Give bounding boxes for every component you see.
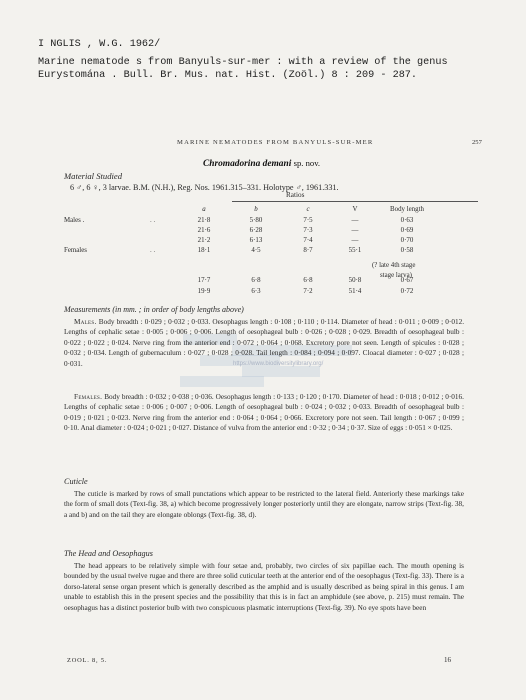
cuticle-heading: Cuticle: [64, 477, 88, 486]
citation-line-1: I NGLIS , W.G. 1962/: [38, 39, 161, 50]
watermark: https://www.biodiversitylibrary.org/: [233, 361, 324, 367]
males-text: Body breadth : 0·029 ; 0·032 ; 0·033. Oesophagus length : 0·108 ; 0·110 ; 0·114. Diameter of head : 0·011 ; 0·009 ; 0·012. Lengths of cephalic setae : 0·005 ; 0·006 ; 0·006. Length of oesophageal bulb : 0·026 ; 0·028 ; 0·029. Breadth of oesophageal bulb : 0·022 ; 0·022 ; 0·024. Nerve ring from the anterior end : 0·072 ; 0·064 ; 0·068. Excretory pore not seen. Length of spicules : 0·028 ; 0·032 ; 0·034. Length of gubernaculum : 0·027 ; 0·028 ; 0·028. Tail length : 0·084 ; 0·094 ; 0·097. Cloacal diameter : 0·027 ; 0·028 ; 0·031.: [64, 318, 465, 368]
col-c: c: [306, 206, 310, 213]
col-b: b: [254, 206, 258, 213]
table-row: 21·2 6·13 7·4 — 0·70: [197, 236, 414, 244]
footer-right: 16: [444, 656, 451, 664]
col-body-length: Body length: [390, 206, 424, 213]
head-heading: The Head and Oesophagus: [64, 549, 153, 558]
measurements-heading: Measurements (in mm. ; in order of body lengths above): [64, 305, 244, 314]
table-row: Females . . 18·1 4·5 8·7 55·1 0·58: [64, 247, 414, 255]
species-suffix: sp. nov.: [293, 158, 321, 168]
table-row: 17·7 6·8 6·8 50·8 0·67: [197, 277, 414, 285]
ratios-header-row: [64, 204, 438, 215]
ratios-title: Ratios: [286, 191, 305, 199]
larva-note-2: stage larva): [380, 272, 412, 279]
footer-left: ZOOL. 8, 5.: [67, 657, 108, 664]
ratios-table: [64, 204, 438, 296]
species-name: Chromadorina demani: [203, 159, 292, 169]
females-text: Body breadth : 0·032 ; 0·038 ; 0·036. Oesophagus length : 0·133 ; 0·120 ; 0·170. Diameter of head : 0·018 ; 0·012 ; 0·016. Lengths of cephalic setae : 0·006 ; 0·007 ; 0·006. Length of oesophageal bulb : 0·024 ; 0·032 ; 0·033. Breadth of oesophageal bulb : 0·019 ; 0·021 ; 0·023. Nerve ring from the anterior end : 0·064 ; 0·064 ; 0·066. Excretory pore not seen. Tail length : 0·067 ; 0·099 ; 0·10. Anal diameter : 0·024 ; 0·021 ; 0·027. Distance of vulva from the anterior end : 0·32 ; 0·34 ; 0·37. Size of eggs : 0·051 × 0·025.: [64, 393, 464, 433]
table-row: 21·6 6·28 7·3 — 0·69: [197, 226, 414, 234]
table-row: Males . . . 21·8 5·80 7·5 — 0·63: [64, 216, 414, 224]
males-label: Males.: [74, 318, 97, 326]
head-paragraph: The head appears to be relatively simple with four setae and, probably, two circles of six papillae each. The mouth opening is bounded by the usual twelve rugae and there are three solid cuticular teeth at the anterior end of the oesophagus (Text-fig. 33). There is a dorso-lateral sense organ present which is generally described as the amphid and is usually described as being spiral in this genus. I am unable to establish this in the present species and the possibility that this is in fact an amphidule (see above, p. 215) must remain. The oesophagus has a distinct posterior bulb with two conspicuous plasmatic interruptions (Text-fig. 39). No eye spots have been: [64, 562, 464, 612]
females-paragraph: [64, 392, 464, 434]
larva-note-1: (? late 4th stage: [372, 262, 416, 269]
col-a: a: [202, 206, 206, 213]
ratios-rule: [232, 201, 478, 202]
table-row: 19·9 6·3 7·2 51·4 0·72: [197, 287, 414, 295]
page-number: 257: [472, 139, 482, 146]
species-title: [203, 158, 320, 169]
running-header: MARINE NEMATODES FROM BANYULS-SUR-MER: [177, 139, 374, 146]
females-label: Females.: [74, 393, 103, 401]
material-heading: Material Studied: [64, 171, 122, 181]
cuticle-paragraph: The cuticle is marked by rows of small punctations which appear to be restricted to the lateral field. Anteriorly these markings take the form of small dots (Text-fig. 38, a) which become progressively longer posteriorly until they are elongate, narrow strips (Text-fig. 38, a and b) and on the tail they are elongate oblongs (Text-fig. 38, d).: [64, 490, 464, 519]
col-v: V: [352, 206, 358, 213]
material-line: 6 ♂, 6 ♀, 3 larvae. B.M. (N.H.), Reg. Nos. 1961.315–331. Holotype ♂, 1961.331.: [70, 183, 339, 192]
citation-line-3: Eurystomána . Bull. Br. Mus. nat. Hist. (Zoöl.) 8 : 209 - 287.: [38, 70, 418, 81]
citation-line-2: Marine nematode s from Banyuls-sur-mer : with a review of the genus: [38, 57, 448, 68]
selection-highlight: [180, 376, 264, 387]
